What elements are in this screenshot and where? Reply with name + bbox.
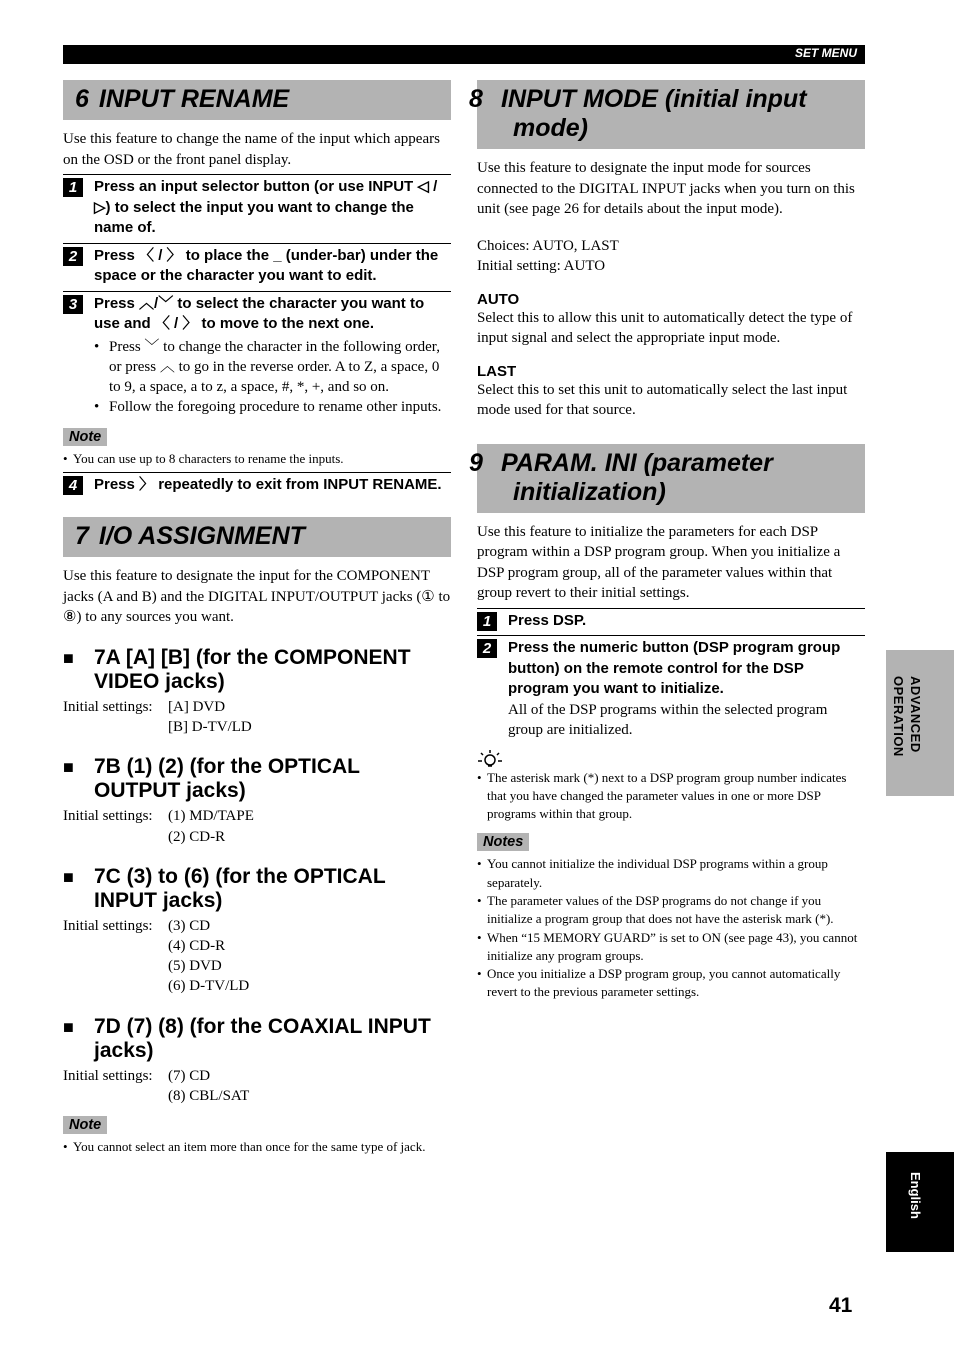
list-item: • Follow the foregoing procedure to rename other inputs. (94, 397, 451, 417)
tip-list (477, 769, 865, 824)
choices: Choices: AUTO, LAST (477, 237, 619, 254)
subsection-7c: ■ 7C (3) to (6) (for the OPTICAL INPUT jacks) (63, 864, 386, 912)
side-tab-advanced-operation: ADVANCED OPERATION (886, 650, 954, 796)
section-9-heading: 9 PARAM. INI (parameter initialization) (477, 444, 865, 513)
note-list (63, 450, 451, 468)
step-3-bullets (94, 337, 451, 418)
subsection-7b: ■ 7B (1) (2) (for the OPTICAL OUTPUT jacks) (63, 755, 360, 803)
auto-heading: AUTO (477, 290, 520, 308)
step-1: 1 Press an input selector button (or use INPUT ◁ / ▷) to select the input you want to change the name of. (63, 174, 451, 239)
section-6-intro: Use this feature to change the name of the input which appears on the OSD or the front panel display. (63, 131, 440, 168)
notes-label: Notes (477, 833, 529, 851)
list-item: • You cannot select an item more than once for the same type of jack. (63, 1138, 451, 1156)
section-6-heading: 6 INPUT RENAME (63, 80, 451, 120)
step-2: 2 Press 〈 / 〉 to place the _ (under-bar) under the space or the character you want to edit. (63, 243, 451, 287)
auto-description: Select this to allow this unit to automatically detect the type of input signal and select the appropriate input mode. (477, 309, 853, 346)
list-item: • Press ﹀ to change the character in the following order, or press ︿ to go in the reverse order. A to Z, a space, 0 to 9, a space, a to z, a space, #, *, +, and so on. (94, 337, 451, 398)
step-2: 2 Press the numeric button (DSP program group button) on the remote control for the DSP program you want to initialize. (477, 635, 865, 700)
subsection-7a: ■ 7A [A] [B] (for the COMPONENT VIDEO jacks) (63, 645, 411, 693)
initial-settings-7b: Initial settings: (1) MD/TAPE (2) CD-R (63, 808, 254, 845)
initial-settings-7a: Initial settings: [A] DVD [B] D-TV/LD (63, 698, 252, 736)
left-column (63, 80, 451, 1156)
initial-setting: Initial setting: AUTO (477, 258, 606, 274)
list-item: • You can use up to 8 characters to rename the inputs. (63, 450, 451, 468)
header-bar (63, 45, 865, 64)
list-item: • The asterisk mark (*) next to a DSP program group number indicates that you have changed the parameter values in one or more DSP programs within that group. (477, 769, 865, 824)
subsection-7d: ■ 7D (7) (8) (for the COAXIAL INPUT jacks) (63, 1014, 431, 1062)
section-label: SET MENU (794, 46, 857, 60)
section-8-intro: Use this feature to designate the input mode for sources connected to the DIGITAL INPUT jacks when you turn on this unit (see page 26 for details about the input mode). (477, 160, 855, 217)
list-item: • The parameter values of the DSP programs do not change if you initialize a program group that does not have the asterisk mark (*). (477, 892, 865, 929)
list-item: • You cannot initialize the individual DSP programs within a group separately. (477, 855, 865, 892)
initial-settings-7d: Initial settings: (7) CD (8) CBL/SAT (63, 1067, 250, 1104)
side-tab-english: English (886, 1152, 954, 1252)
last-description: Select this to set this unit to automatically select the last input mode used for that source. (477, 381, 848, 418)
note-list (63, 1138, 451, 1156)
notes-list (477, 855, 865, 1001)
list-item: • When “15 MEMORY GUARD” is set to ON (see page 43), you cannot initialize any program groups. (477, 929, 865, 966)
step-3: 3 Press ︿/﹀ to select the character you want to use and 〈 / 〉 to move to the next one. (63, 291, 451, 335)
step-1: 1 Press DSP. (477, 608, 865, 632)
initial-settings-7c: Initial settings: (3) CD (4) CD-R (5) DVD (6) D-TV/LD (63, 917, 250, 995)
section-7-heading: 7 I/O ASSIGNMENT (63, 517, 451, 557)
list-item: • Once you initialize a DSP program group, you cannot automatically revert to the previous parameter settings. (477, 965, 865, 1002)
step-2-detail: All of the DSP programs within the selected program group are initialized. (508, 701, 828, 738)
section-8-heading: 8 INPUT MODE (initial input mode) (477, 80, 865, 149)
page-number: 41 (829, 1294, 853, 1317)
section-7-intro: Use this feature to designate the input for the COMPONENT jacks (A and B) and the DIGITAL INPUT/OUTPUT jacks (① to ⑧) to any sources you want. (63, 568, 451, 626)
right-column (469, 80, 865, 1002)
last-heading: LAST (477, 362, 517, 380)
tip-icon (477, 749, 865, 769)
section-9-intro: Use this feature to initialize the parameters for each DSP program within a DSP program group. When you initialize a DSP program group, all of the parameter values within that group revert to their initial settings. (477, 523, 841, 601)
step-4: 4 Press 〉 repeatedly to exit from INPUT RENAME. (63, 472, 451, 496)
note-label: Note (63, 428, 107, 446)
note-label: Note (63, 1116, 107, 1134)
